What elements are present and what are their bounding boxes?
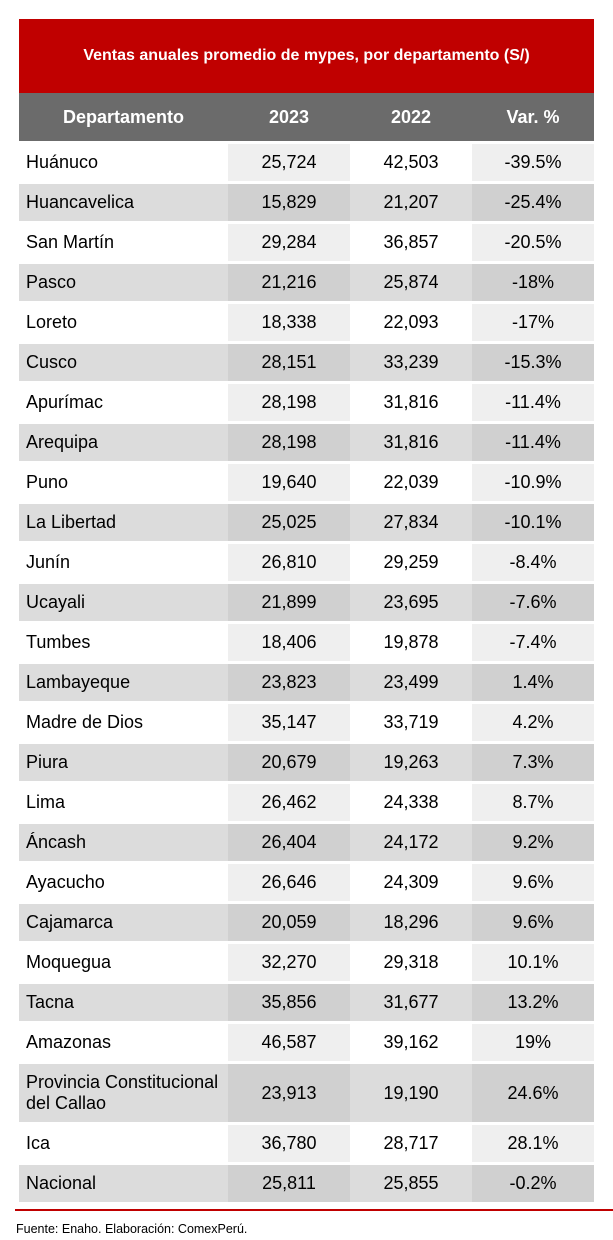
table-row [19, 304, 594, 341]
department-cell: Ucayali [19, 584, 228, 621]
value-2023-cell: 15,829 [228, 184, 350, 221]
value-2023-cell: 20,679 [228, 744, 350, 781]
value-2022-cell: 23,499 [350, 664, 472, 701]
var-pct-cell: 9.6% [472, 864, 594, 901]
department-cell: Huancavelica [19, 184, 228, 221]
value-2022-cell: 27,834 [350, 504, 472, 541]
table-row [19, 1064, 594, 1122]
column-header-departamento: Departamento [62, 106, 185, 127]
value-2023-cell: 25,724 [228, 144, 350, 181]
var-pct-cell: -25.4% [472, 184, 594, 221]
var-pct-cell: 28.1% [472, 1125, 594, 1162]
table-row [19, 744, 594, 781]
table-row [19, 584, 594, 621]
department-cell: Loreto [26, 312, 78, 332]
department-cell: Tumbes [26, 632, 91, 652]
value-2022-cell: 24,172 [350, 824, 472, 861]
value-2023-cell: 28,198 [228, 384, 350, 421]
department-cell: Puno [26, 472, 69, 492]
department-cell: Nacional [19, 1165, 228, 1202]
var-pct-cell: 9.2% [472, 824, 594, 861]
department-cell: Huánuco [26, 152, 99, 172]
value-2023-cell: 19,640 [228, 464, 350, 501]
value-2023-cell: 26,462 [228, 784, 350, 821]
table-row [19, 344, 594, 381]
department-cell: Apurímac [26, 392, 104, 412]
table-title: Ventas anuales promedio de mypes, por departamento (S/) [19, 19, 594, 93]
value-2022-cell: 29,318 [383, 952, 439, 972]
value-2023-cell: 28,151 [228, 344, 350, 381]
value-2022-cell: 19,263 [350, 744, 472, 781]
department-cell: Pasco [19, 264, 228, 301]
table-row [19, 504, 594, 541]
var-pct-cell: -17% [472, 304, 594, 341]
var-pct-cell: 10.1% [472, 944, 594, 981]
department-cell: Áncash [19, 824, 228, 861]
value-2023-cell: 46,587 [228, 1024, 350, 1061]
department-cell: Ayacucho [26, 872, 105, 892]
table-header-row [19, 93, 594, 141]
var-pct-cell: -0.2% [472, 1165, 594, 1202]
var-pct-cell: 8.7% [472, 784, 594, 821]
value-2023-cell: 21,899 [228, 584, 350, 621]
var-pct-cell: -10.9% [472, 464, 594, 501]
value-2022-cell: 24,338 [383, 792, 439, 812]
column-header-2022: 2022 [390, 106, 432, 127]
department-cell: Arequipa [19, 424, 228, 461]
footer-divider [15, 1209, 613, 1211]
department-cell: La Libertad [19, 504, 228, 541]
department-cell: Junín [26, 552, 71, 572]
table-row [19, 864, 594, 901]
value-2023-cell: 20,059 [228, 904, 350, 941]
table-row [19, 184, 594, 221]
sales-table [19, 19, 594, 1202]
department-cell: Provincia Constitucional del Callao [19, 1064, 228, 1122]
department-cell: Tacna [19, 984, 228, 1021]
department-cell: Cusco [19, 344, 228, 381]
value-2022-cell: 39,162 [383, 1032, 439, 1052]
department-cell: Piura [19, 744, 228, 781]
value-2023-cell: 29,284 [228, 224, 350, 261]
value-2022-cell: 33,239 [350, 344, 472, 381]
table-row [19, 424, 594, 461]
table-row [19, 624, 594, 661]
value-2022-cell: 31,677 [350, 984, 472, 1021]
var-pct-cell: -11.4% [472, 384, 594, 421]
table-body [19, 144, 594, 1202]
table-row [19, 1024, 594, 1061]
value-2022-cell: 18,296 [350, 904, 472, 941]
value-2023-cell: 35,147 [228, 704, 350, 741]
table-row [19, 144, 594, 181]
value-2023-cell: 28,198 [228, 424, 350, 461]
value-2023-cell: 18,338 [228, 304, 350, 341]
var-pct-cell: 1.4% [472, 664, 594, 701]
value-2022-cell: 31,816 [350, 424, 472, 461]
value-2022-cell: 28,717 [383, 1133, 439, 1153]
value-2022-cell: 22,093 [383, 312, 439, 332]
column-header-2023: 2023 [268, 106, 310, 127]
var-pct-cell: -7.6% [472, 584, 594, 621]
table-row [19, 384, 594, 421]
table-row [19, 904, 594, 941]
value-2023-cell: 18,406 [228, 624, 350, 661]
value-2022-cell: 33,719 [383, 712, 439, 732]
var-pct-cell: -18% [472, 264, 594, 301]
department-cell: San Martín [26, 232, 115, 252]
value-2023-cell: 25,811 [228, 1165, 350, 1202]
value-2023-cell: 32,270 [228, 944, 350, 981]
value-2023-cell: 21,216 [228, 264, 350, 301]
var-pct-cell: 24.6% [472, 1064, 594, 1122]
value-2023-cell: 23,913 [228, 1064, 350, 1122]
department-cell: Ica [26, 1133, 51, 1153]
value-2022-cell: 19,190 [350, 1064, 472, 1122]
value-2023-cell: 26,810 [228, 544, 350, 581]
var-pct-cell: 4.2% [472, 704, 594, 741]
table-row [19, 784, 594, 821]
var-pct-cell: 9.6% [472, 904, 594, 941]
var-pct-cell: -8.4% [472, 544, 594, 581]
var-pct-cell: 19% [472, 1024, 594, 1061]
value-2023-cell: 23,823 [228, 664, 350, 701]
value-2023-cell: 25,025 [228, 504, 350, 541]
value-2022-cell: 42,503 [383, 152, 439, 172]
table-row [19, 1125, 594, 1162]
value-2023-cell: 36,780 [228, 1125, 350, 1162]
value-2022-cell: 36,857 [383, 232, 439, 252]
table-row [19, 464, 594, 501]
value-2022-cell: 24,309 [383, 872, 439, 892]
value-2023-cell: 26,404 [228, 824, 350, 861]
var-pct-cell: -15.3% [472, 344, 594, 381]
table-row [19, 664, 594, 701]
column-header-var-pct: Var. % [506, 106, 560, 127]
department-cell: Moquegua [26, 952, 112, 972]
value-2022-cell: 29,259 [383, 552, 439, 572]
table-row [19, 824, 594, 861]
value-2022-cell: 25,855 [350, 1165, 472, 1202]
department-cell: Madre de Dios [26, 712, 144, 732]
value-2022-cell: 25,874 [350, 264, 472, 301]
var-pct-cell: -39.5% [472, 144, 594, 181]
department-cell: Lima [26, 792, 66, 812]
value-2022-cell: 21,207 [350, 184, 472, 221]
var-pct-cell: 7.3% [472, 744, 594, 781]
table-row [19, 704, 594, 741]
var-pct-cell: 13.2% [472, 984, 594, 1021]
table-row [19, 984, 594, 1021]
var-pct-cell: -20.5% [472, 224, 594, 261]
table-row [19, 264, 594, 301]
value-2023-cell: 26,646 [228, 864, 350, 901]
table-row [19, 1165, 594, 1202]
department-cell: Amazonas [26, 1032, 112, 1052]
source-note: Fuente: Enaho. Elaboración: ComexPerú. [16, 1222, 248, 1236]
value-2022-cell: 22,039 [383, 472, 439, 492]
department-cell: Cajamarca [19, 904, 228, 941]
value-2022-cell: 19,878 [383, 632, 439, 652]
department-cell: Lambayeque [19, 664, 228, 701]
value-2022-cell: 23,695 [350, 584, 472, 621]
var-pct-cell: -10.1% [472, 504, 594, 541]
var-pct-cell: -7.4% [472, 624, 594, 661]
value-2023-cell: 35,856 [228, 984, 350, 1021]
table-row [19, 944, 594, 981]
var-pct-cell: -11.4% [472, 424, 594, 461]
value-2022-cell: 31,816 [383, 392, 439, 412]
table-row [19, 224, 594, 261]
table-row [19, 544, 594, 581]
